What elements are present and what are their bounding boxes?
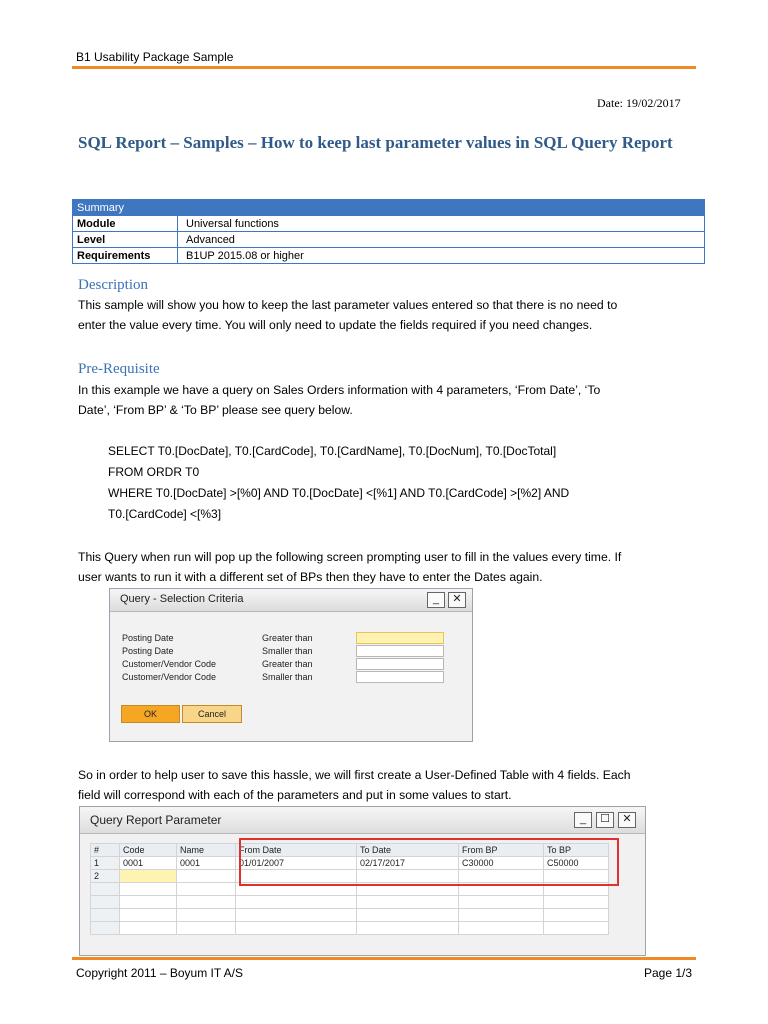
paragraph-line: So in order to help user to save this hassle, we will first create a User-Defined Table with 4 fields. Each: [78, 768, 631, 782]
document-date: Date: 19/02/2017: [597, 96, 681, 110]
summary-row: [73, 232, 705, 248]
minimize-icon[interactable]: _: [574, 812, 592, 828]
summary-row: [73, 216, 705, 232]
grid-cell[interactable]: [120, 896, 177, 909]
sql-line: SELECT T0.[DocDate], T0.[CardCode], T0.[CardName], T0.[DocNum], T0.[DocTotal]: [108, 444, 557, 458]
grid-cell[interactable]: [357, 896, 459, 909]
grid-cell[interactable]: [544, 896, 609, 909]
summary-value: Universal functions: [178, 216, 705, 232]
grid-cell[interactable]: [544, 922, 609, 935]
row-number: [91, 896, 120, 909]
prereq-heading: Pre-Requisite: [78, 361, 160, 377]
row-number: 1: [91, 857, 120, 870]
window-titlebar: [80, 807, 645, 834]
grid-cell[interactable]: [357, 909, 459, 922]
grid-cell[interactable]: [236, 922, 357, 935]
page-number: Page 1/3: [644, 966, 693, 980]
table-row[interactable]: [91, 896, 609, 909]
grid-cell[interactable]: [236, 909, 357, 922]
column-header[interactable]: Code: [120, 844, 177, 857]
description-heading: Description: [78, 277, 148, 293]
grid-cell[interactable]: 0001: [177, 857, 236, 870]
column-header[interactable]: From BP: [459, 844, 544, 857]
footer-copyright: Copyright 2011 – Boyum IT A/S: [76, 966, 243, 980]
row-number: [91, 922, 120, 935]
description-line: This sample will show you how to keep the last parameter values entered so that there is no need to: [78, 298, 618, 312]
prereq-text: [78, 380, 703, 420]
criteria-input[interactable]: [356, 658, 444, 670]
sql-query: [108, 441, 569, 525]
window-title: Query Report Parameter: [90, 813, 222, 827]
summary-value: Advanced: [178, 232, 705, 248]
criteria-label: Posting Date: [122, 646, 174, 656]
summary-table: [72, 199, 705, 264]
highlight-box: [239, 838, 619, 886]
grid-cell[interactable]: C30000: [459, 857, 544, 870]
criteria-operator: Greater than: [262, 633, 313, 643]
criteria-operator: Smaller than: [262, 672, 313, 682]
grid-cell[interactable]: [120, 922, 177, 935]
grid-cell[interactable]: 0001: [120, 857, 177, 870]
summary-heading: Summary: [73, 200, 705, 216]
criteria-operator: Smaller than: [262, 646, 313, 656]
table-row[interactable]: [91, 922, 609, 935]
grid-cell[interactable]: [236, 896, 357, 909]
row-number: [91, 909, 120, 922]
prereq-line: Date’, ‘From BP’ & ‘To BP’ please see query below.: [78, 403, 353, 417]
column-header[interactable]: To BP: [544, 844, 609, 857]
grid-cell[interactable]: [177, 870, 236, 883]
summary-value: B1UP 2015.08 or higher: [178, 248, 705, 264]
grid-cell[interactable]: 01/01/2007: [236, 857, 357, 870]
column-header[interactable]: From Date: [236, 844, 357, 857]
grid-cell[interactable]: C50000: [544, 857, 609, 870]
query-explanation: [78, 547, 703, 587]
maximize-icon[interactable]: ☐: [596, 812, 614, 828]
summary-row: [73, 248, 705, 264]
paragraph-line: field will correspond with each of the parameters and put in some values to start.: [78, 788, 512, 802]
grid-cell[interactable]: [459, 922, 544, 935]
grid-cell[interactable]: 02/17/2017: [357, 857, 459, 870]
grid-cell[interactable]: [459, 909, 544, 922]
column-header[interactable]: #: [91, 844, 120, 857]
grid-cell[interactable]: [357, 922, 459, 935]
header-title: B1 Usability Package Sample: [76, 50, 234, 64]
summary-key: Requirements: [73, 248, 178, 264]
row-number: 2: [91, 870, 120, 883]
sql-line: T0.[CardCode] <[%3]: [108, 507, 222, 521]
grid-cell[interactable]: [459, 896, 544, 909]
paragraph-line: user wants to run it with a different set of BPs then they have to enter the Dates again.: [78, 570, 543, 584]
close-icon[interactable]: ✕: [448, 592, 466, 608]
ok-button[interactable]: OK: [121, 705, 180, 723]
footer-divider: [72, 957, 696, 960]
user-defined-table-explanation: [78, 765, 703, 805]
sql-line: WHERE T0.[DocDate] >[%0] AND T0.[DocDate] <[%1] AND T0.[CardCode] >[%2] AND: [108, 486, 570, 500]
document-title: SQL Report – Samples – How to keep last parameter values in SQL Query Report: [78, 133, 673, 152]
criteria-label: Customer/Vendor Code: [122, 659, 217, 669]
summary-key: Level: [73, 232, 178, 248]
dialog-title: Query - Selection Criteria: [120, 593, 244, 605]
prereq-line: In this example we have a query on Sales Orders information with 4 parameters, ‘From Date’, ‘To: [78, 383, 601, 397]
description-text: [78, 295, 703, 335]
summary-key: Module: [73, 216, 178, 232]
grid-cell[interactable]: [120, 909, 177, 922]
grid-cell[interactable]: [177, 922, 236, 935]
column-header[interactable]: To Date: [357, 844, 459, 857]
grid-cell[interactable]: [120, 883, 177, 896]
sql-line: FROM ORDR T0: [108, 465, 200, 479]
row-number: [91, 883, 120, 896]
grid-cell[interactable]: [544, 909, 609, 922]
dialog-titlebar: [110, 589, 472, 612]
criteria-input[interactable]: [356, 671, 444, 683]
grid-cell[interactable]: [177, 883, 236, 896]
criteria-label: Posting Date: [122, 633, 174, 643]
selection-criteria-dialog: [109, 588, 473, 742]
header-divider: [72, 66, 696, 69]
grid-cell[interactable]: [177, 909, 236, 922]
close-icon[interactable]: ✕: [618, 812, 636, 828]
criteria-operator: Greater than: [262, 659, 313, 669]
description-line: enter the value every time. You will only need to update the fields required if you need changes.: [78, 318, 593, 332]
criteria-input[interactable]: [356, 645, 444, 657]
minimize-icon[interactable]: _: [427, 592, 445, 608]
criteria-input[interactable]: [356, 632, 444, 644]
table-row[interactable]: [91, 909, 609, 922]
grid-cell[interactable]: [177, 896, 236, 909]
query-report-parameter-window: [79, 806, 646, 956]
grid-cell[interactable]: [120, 870, 177, 883]
criteria-label: Customer/Vendor Code: [122, 672, 217, 682]
paragraph-line: This Query when run will pop up the following screen prompting user to fill in the values every time. If: [78, 550, 622, 564]
column-header[interactable]: Name: [177, 844, 236, 857]
cancel-button[interactable]: Cancel: [182, 705, 242, 723]
